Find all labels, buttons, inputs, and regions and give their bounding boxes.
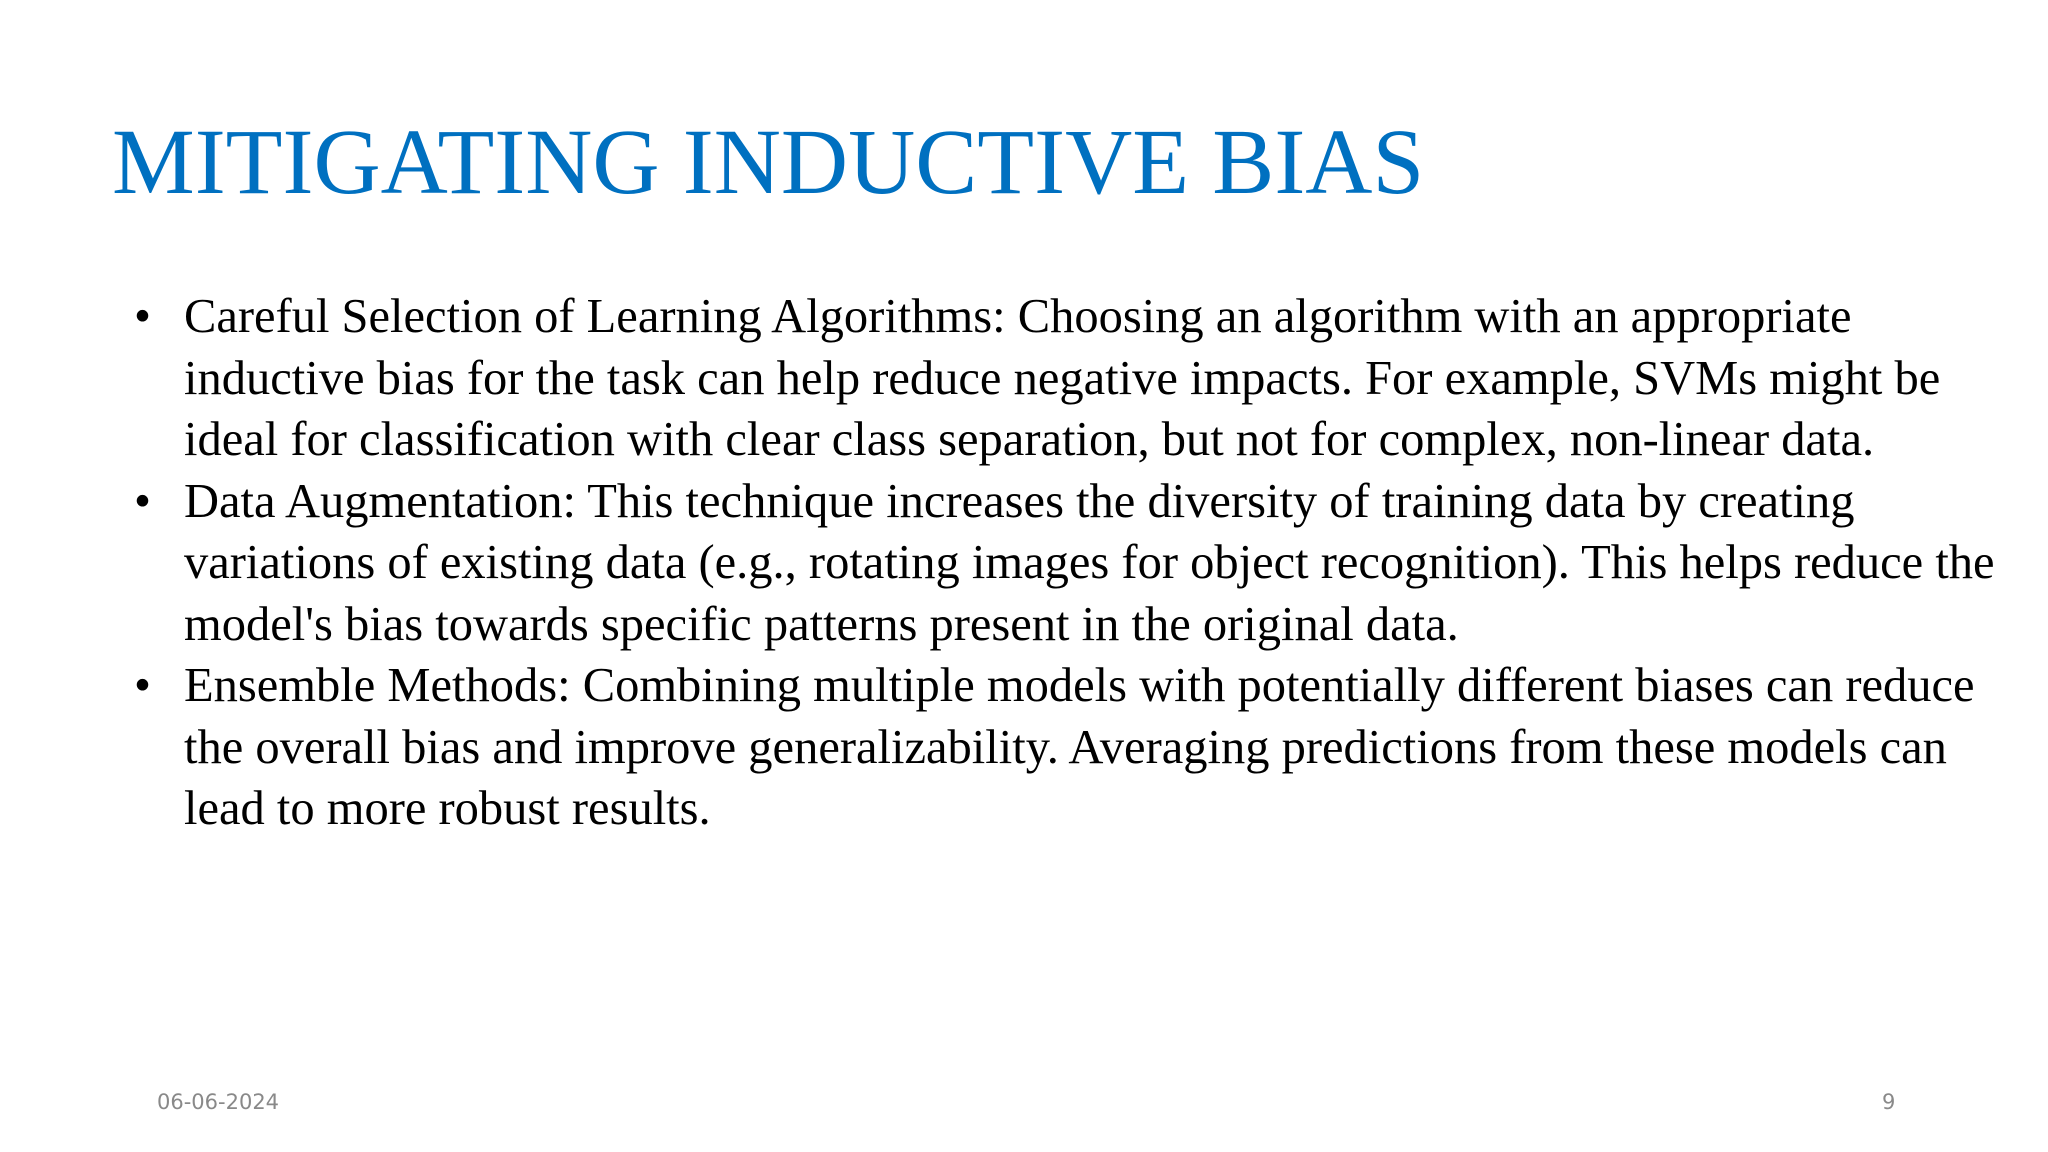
bullet-list — [128, 286, 1998, 840]
bullet-text: Ensemble Methods: Combining multiple models with potentially different biases can reduce the overall bias and improve generalizability. Averaging predictions from these models can lead to more robust results. — [184, 659, 1975, 835]
bullet-item-ensemble-methods — [128, 655, 1998, 840]
footer-date: 06-06-2024 — [157, 1090, 280, 1114]
bullet-item-algorithm-selection — [128, 286, 1998, 471]
slide-title: MITIGATING INDUCTIVE BIAS — [112, 111, 1425, 214]
bullet-dot-icon: • — [134, 290, 151, 343]
bullet-dot-icon: • — [134, 659, 151, 712]
bullet-dot-icon: • — [134, 474, 151, 528]
slide-number: 9 — [1882, 1090, 1896, 1114]
bullet-text: Data Augmentation: This technique increases the diversity of training data by creating variations of existing data (e.g., rotating images for object recognition). This helps reduce the model's bias towards specific patterns present in the original data. — [184, 474, 1995, 651]
bullet-text: Careful Selection of Learning Algorithms: Choosing an algorithm with an appropriate inductive bias for the task can help reduce negative impacts. For example, SVMs might be ideal for classification with clear class separation, but not for complex, non-linear data. — [184, 290, 1941, 466]
bullet-item-data-augmentation — [128, 471, 1998, 656]
